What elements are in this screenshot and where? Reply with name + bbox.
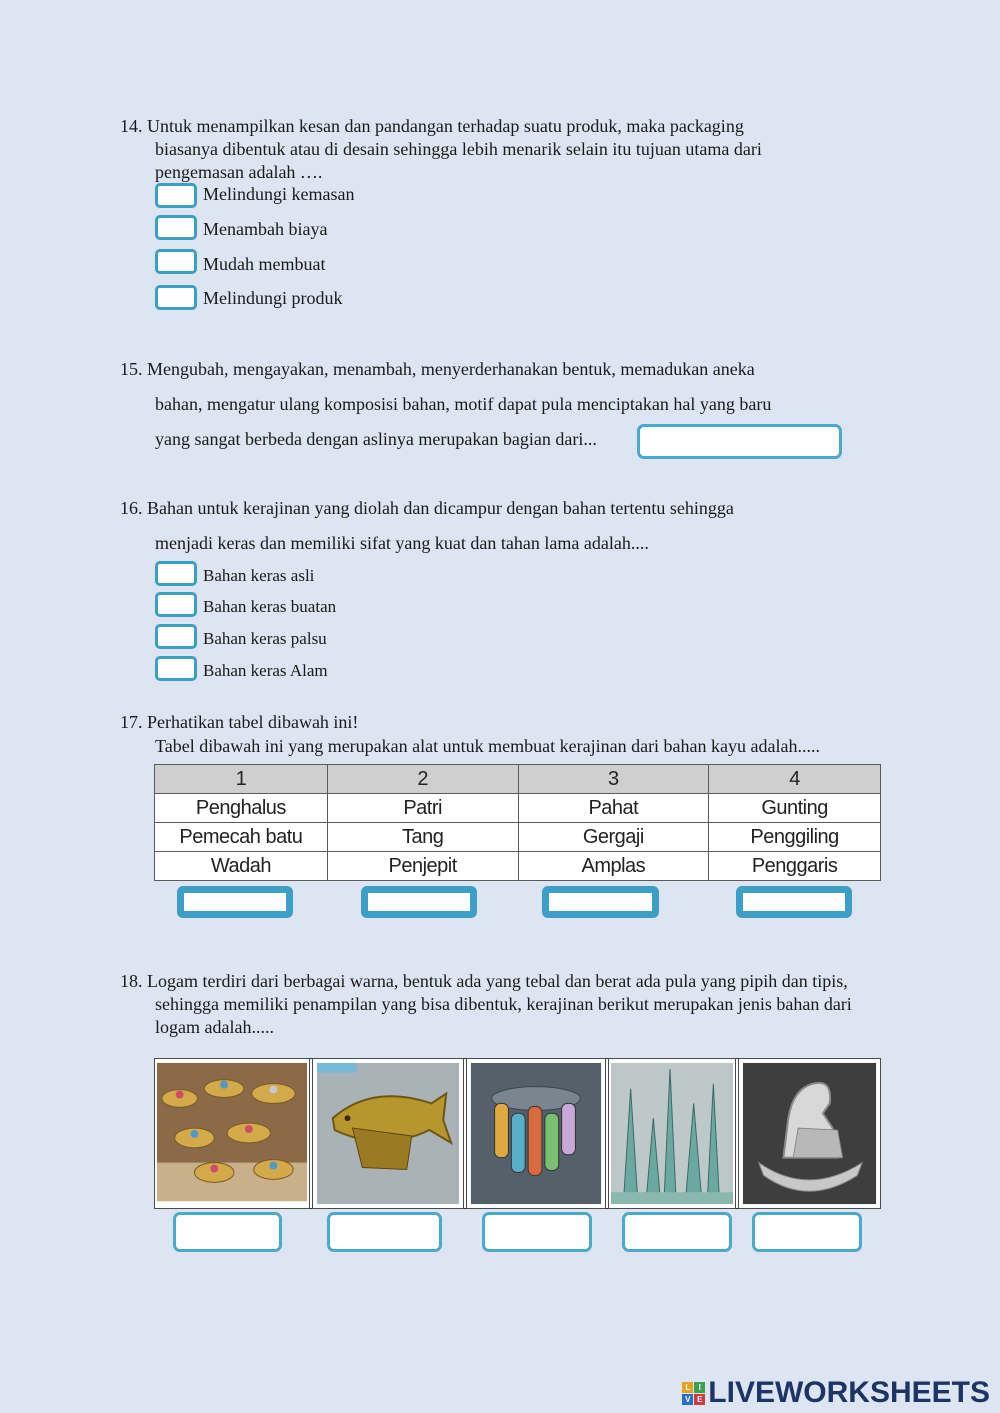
- q14-option-4-label: Melindungi produk: [203, 288, 343, 308]
- q16-option-3-label: Bahan keras palsu: [203, 629, 327, 648]
- table-cell: Patri: [327, 794, 518, 823]
- brand-icon-letter: L: [682, 1382, 693, 1393]
- q14-line3: pengemasan adalah ….: [155, 162, 323, 182]
- table-header-cell: 1: [155, 765, 328, 794]
- q15-answer-input[interactable]: [637, 424, 842, 459]
- q18-image-2-checkbox[interactable]: [327, 1212, 442, 1252]
- q17-column-1-checkbox[interactable]: [177, 886, 293, 918]
- bottle-lamp-icon: [466, 1058, 606, 1209]
- table-row: [155, 823, 881, 852]
- table-row: [155, 794, 881, 823]
- q16-option-4-label: Bahan keras Alam: [203, 661, 328, 680]
- q14-option-3-checkbox[interactable]: [155, 249, 197, 274]
- q14-option-2-label: Menambah biaya: [203, 219, 328, 239]
- table-cell: Wadah: [155, 852, 328, 881]
- table-cell: Gergaji: [518, 823, 709, 852]
- q16-option-1-checkbox[interactable]: [155, 561, 197, 586]
- brand-icon-letter: V: [682, 1394, 693, 1405]
- question-15: [120, 358, 920, 381]
- tools-table: [154, 764, 881, 881]
- q17-line2: Tabel dibawah ini yang merupakan alat untuk membuat kerajinan dari bahan kayu adalah.....: [155, 736, 820, 756]
- table-header-row: [155, 765, 881, 794]
- q16-line2: menjadi keras dan memiliki sifat yang kuat dan tahan lama adalah....: [155, 533, 649, 553]
- q15-line1: 15. Mengubah, mengayakan, menambah, menyerderhanakan bentuk, memadukan aneka: [120, 359, 755, 379]
- table-cell: Pemecah batu: [155, 823, 328, 852]
- q18-line3: logam adalah.....: [155, 1017, 274, 1037]
- q18-image-4-checkbox[interactable]: [622, 1212, 732, 1252]
- table-header-cell: 3: [518, 765, 709, 794]
- q14-option-2-checkbox[interactable]: [155, 215, 197, 240]
- q16-option-4-checkbox[interactable]: [155, 656, 197, 681]
- table-header-cell: 4: [709, 765, 881, 794]
- table-cell: Amplas: [518, 852, 709, 881]
- q18-image-3-checkbox[interactable]: [482, 1212, 592, 1252]
- q17-column-3-checkbox[interactable]: [542, 886, 659, 918]
- q17-column-2-checkbox[interactable]: [361, 886, 477, 918]
- liveworksheets-logo: [682, 1376, 990, 1410]
- table-cell: Penghalus: [155, 794, 328, 823]
- magic-lamps-icon: [154, 1058, 310, 1209]
- q14-option-4-checkbox[interactable]: [155, 285, 197, 310]
- table-cell: Gunting: [709, 794, 881, 823]
- brand-icon-letter: E: [694, 1394, 705, 1405]
- q18-image-5-checkbox[interactable]: [752, 1212, 862, 1252]
- liveworksheets-icon: [682, 1382, 705, 1405]
- brand-icon-letter: I: [694, 1382, 705, 1393]
- silver-horse-icon: [738, 1058, 881, 1209]
- q14-option-3-label: Mudah membuat: [203, 254, 326, 274]
- table-cell: Penggaris: [709, 852, 881, 881]
- table-cell: Pahat: [518, 794, 709, 823]
- q14-option-1-label: Melindungi kemasan: [203, 184, 355, 204]
- table-header-cell: 2: [327, 765, 518, 794]
- q16-line1: 16. Bahan untuk kerajinan yang diolah dan dicampur dengan bahan tertentu sehingga: [120, 498, 734, 518]
- q14-line2: biasanya dibentuk atau di desain sehingga lebih menarik selain itu tujuan utama dari: [155, 139, 762, 159]
- q15-line2: bahan, mengatur ulang komposisi bahan, motif dapat pula menciptakan hal yang baru: [155, 394, 772, 414]
- table-row: [155, 852, 881, 881]
- q16-option-3-checkbox[interactable]: [155, 624, 197, 649]
- q16-option-2-label: Bahan keras buatan: [203, 597, 337, 616]
- q16-option-1-label: Bahan keras asli: [203, 566, 315, 585]
- q18-image-1-checkbox[interactable]: [173, 1212, 282, 1252]
- q15-line3: yang sangat berbeda dengan aslinya merupakan bagian dari...: [155, 429, 597, 449]
- q18-line1: 18. Logam terdiri dari berbagai warna, bentuk ada yang tebal dan berat ada pula yang pipih dan tipis,: [120, 971, 848, 991]
- question-14: [120, 115, 920, 184]
- table-cell: Penjepit: [327, 852, 518, 881]
- q16-option-2-checkbox[interactable]: [155, 592, 197, 617]
- table-cell: Tang: [327, 823, 518, 852]
- brand-name: LIVEWORKSHEETS: [708, 1376, 990, 1409]
- q17-column-4-checkbox[interactable]: [736, 886, 852, 918]
- golden-fish-icon: [312, 1058, 464, 1209]
- q14-line1: 14. Untuk menampilkan kesan dan pandangan terhadap suatu produk, maka packaging: [120, 116, 744, 136]
- q17-line1: 17. Perhatikan tabel dibawah ini!: [120, 712, 359, 732]
- q14-option-1-checkbox[interactable]: [155, 183, 197, 208]
- table-cell: Penggiling: [709, 823, 881, 852]
- q18-line2: sehingga memiliki penampilan yang bisa dibentuk, kerajinan berikut merupakan jenis bahan dari: [155, 994, 852, 1014]
- glass-towers-icon: [608, 1058, 736, 1209]
